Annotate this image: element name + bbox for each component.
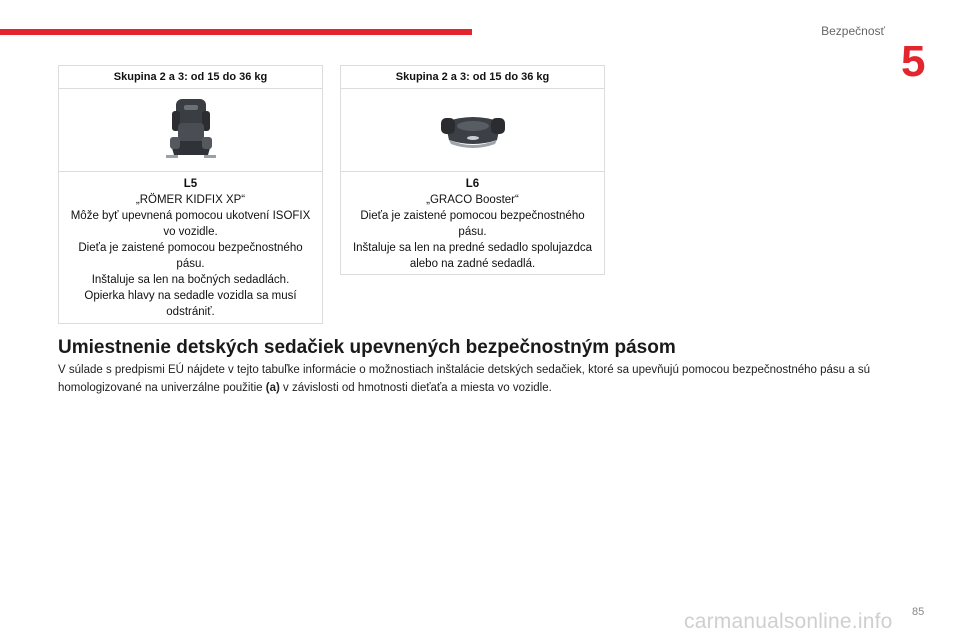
booster-seat-with-backrest-icon — [164, 97, 218, 163]
watermark: carmanualsonline.info — [684, 610, 893, 633]
card-body — [341, 172, 604, 278]
card-image — [59, 89, 322, 172]
card-image — [341, 89, 604, 172]
description-line: „GRACO Booster“ — [426, 194, 519, 206]
section-heading: Umiestnenie detských sedačiek upevnených bezpečnostným pásom — [58, 337, 676, 358]
chapter-number: 5 — [901, 37, 926, 86]
card-header: Skupina 2 a 3: od 15 do 36 kg — [59, 66, 322, 89]
description-line: Dieťa je zaistené pomocou bezpečnostného pásu. — [360, 210, 585, 238]
paragraph-text: v závislosti od hmotnosti dieťaťa a miesta vo vozidle. — [279, 382, 552, 394]
model-code: L5 — [183, 178, 198, 190]
description-line: Môže byť upevnená pomocou ukotvení ISOFIX vo vozidle. — [70, 210, 311, 238]
top-accent-bar — [0, 29, 472, 35]
child-seat-card-l5 — [58, 65, 323, 324]
description-line: Inštaluje sa len na predné sedadlo spolujazdca alebo na zadné sedadlá. — [352, 242, 593, 270]
section-title: Bezpečnosť — [821, 24, 885, 38]
description-line: Dieťa je zaistené pomocou bezpečnostného pásu. — [78, 242, 303, 270]
description-line: Opierka hlavy na sedadle vozidla sa musí odstrániť. — [84, 290, 297, 318]
model-code: L6 — [465, 178, 480, 190]
footnote-reference: (a) — [265, 382, 280, 394]
card-header: Skupina 2 a 3: od 15 do 36 kg — [341, 66, 604, 89]
section-paragraph — [58, 361, 908, 397]
page-number: 85 — [912, 606, 925, 618]
paragraph-text: V súlade s predpismi EÚ nájdete v tejto tabuľke informácie o možnostiach inštalácie detských sedačiek, ktoré sa upevňujú pomocou bezpečnostného pásu a sú homologizované na univerzálne použitie — [58, 364, 871, 394]
booster-cushion-icon — [439, 108, 507, 152]
card-body — [59, 172, 322, 326]
description-line: Inštaluje sa len na bočných sedadlách. — [91, 274, 290, 286]
description-line: „RÖMER KIDFIX XP“ — [135, 194, 246, 206]
child-seat-card-l6 — [340, 65, 605, 275]
